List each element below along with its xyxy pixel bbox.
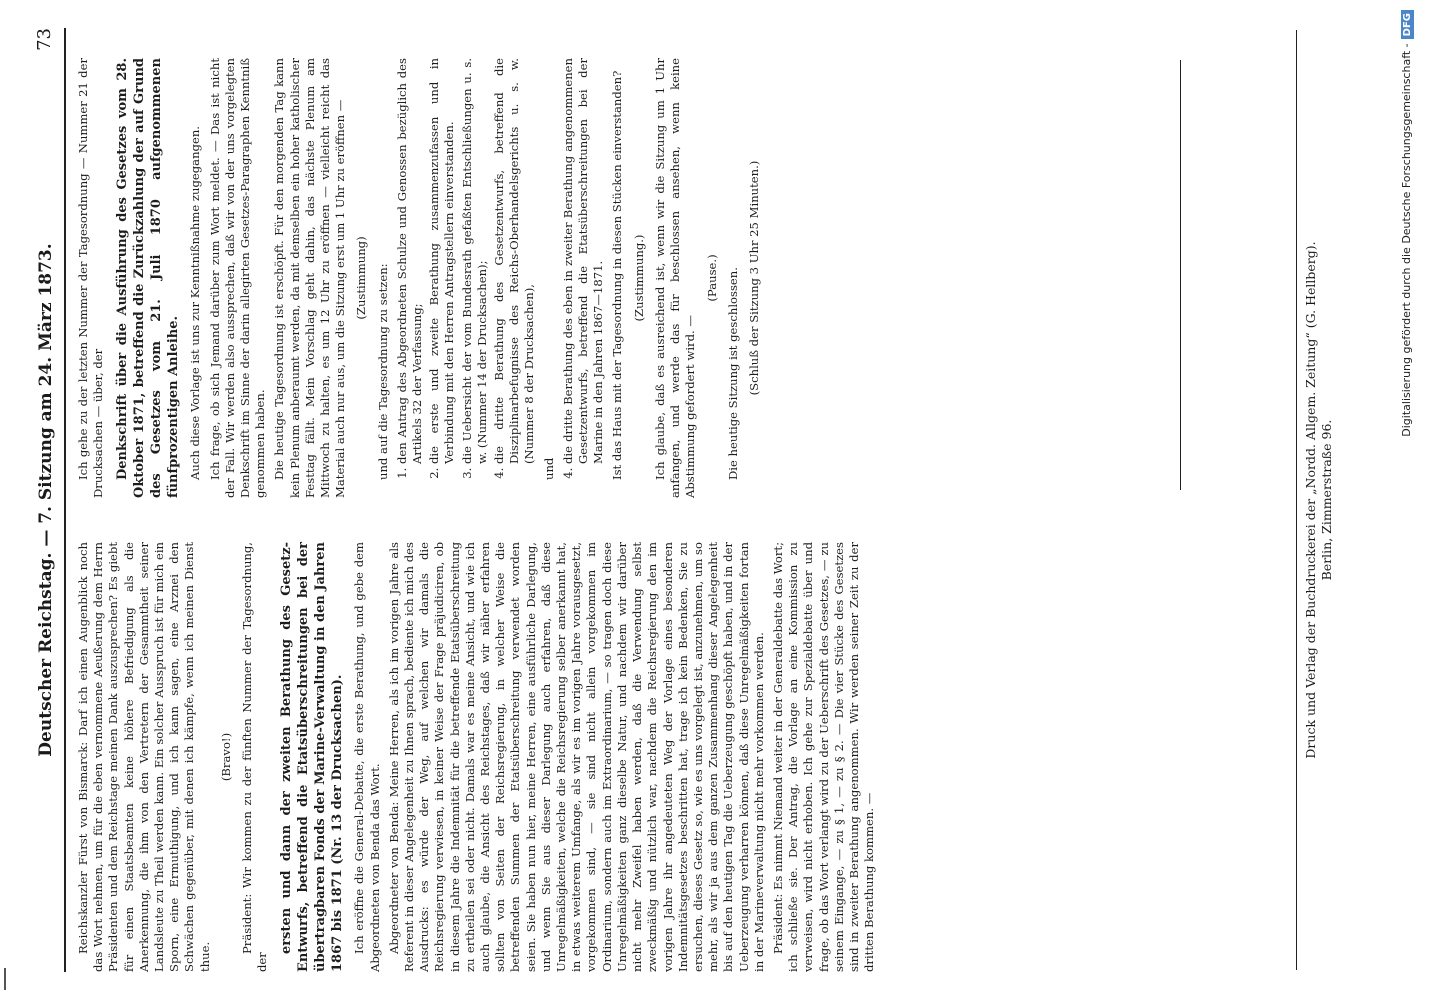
imprint-line: Berlin, Zimmerstraße 96.	[1319, 419, 1334, 581]
list-item: 3. die Uebersicht der vom Bundesrath gefaßten Entschließungen u. s. w. (Nummer 14 der Drucksachen);	[460, 58, 490, 464]
page-header	[32, 28, 66, 972]
agenda-item-heading: Denkschrift über die Ausführung des Gesetzes vom 28. Oktober 1871, betreffend die Zurückzahlung der auf Grund des Gesetzes vom 21. Juli 1870 aufgenommenen fünfprozentigen Anleihe.	[115, 58, 182, 498]
agenda-list-continued	[561, 58, 607, 498]
agenda-item-heading: ersten und dann der zweiten Berathung des Gesetz-Entwurfs, betreffend die Etatsüberschreitungen bei der übertragbaren Fonds der Marine-Verwaltung in den Jahren 1867 bis 1871 (Nr. 13 der Drucksachen).	[279, 542, 346, 972]
paragraph: Präsident: Wir kommen zu der fünften Nummer der Tagesordnung, der	[240, 542, 270, 972]
paragraph: Reichskanzler Fürst von Bismarck: Darf ich einen Augenblick noch das Wort nehmen, um für die eben vernommene Aeußerung dem Herrn Präsidenten und dem Reichstage meinen Dank auszusprechen? Es giebt für einen Staatsbeamten keine höhere Befriedigung als die Anerkennung, die ihm von den Vertretern der Gesammtheit seiner Landsleute zu Theil werden kann. Ein solcher Ausspruch ist für mich ein Sporn, eine Ermuthigung, und ich kann sagen, eine Arznei den Schwächen gegenüber, mit denen ich kämpfe, wenn ich meinen Dienst thue.	[76, 542, 212, 972]
page-number: 73	[34, 28, 55, 51]
paragraph: Ich frage, ob sich Jemand darüber zum Wort meldet. — Das ist nicht der Fall. Wir werden also aussprechen, daß wir von der uns vorgelegten Denkschrift im Sinne der darin allegirten Gesetzes-Paragraphen Kenntniß genommen haben.	[207, 58, 268, 498]
imprint	[1296, 30, 1335, 970]
divider	[1180, 60, 1181, 490]
paragraph: und auf die Tagesordnung zu setzen:	[375, 263, 390, 480]
left-column	[76, 542, 881, 972]
list-item: 4. die dritte Berathung des eben in zweiter Berathung angenommenen Gesetzentwurfs, betreffend die Etatsüberschreitungen bei der Marine in den Jahren 1867—1871.	[561, 58, 607, 464]
paragraph: Ich glaube, daß es ausreichend ist, wenn wir die Sitzung um 1 Uhr anfangen, und werde das für beschlossen ansehen, wenn keine Abstimmung gefordert wird. —	[652, 58, 698, 498]
right-column	[76, 58, 768, 498]
interjection: (Zustimmung)	[354, 236, 369, 320]
running-title: Deutscher Reichstag. — 7. Sitzung am 24. März 1873.	[36, 243, 56, 757]
interjection: (Zustimmung.)	[631, 234, 646, 322]
imprint-line: Druck und Verlag der Buchdruckerei der „Nordd. Allgem. Zeitung“ (G. Hellberg).	[1303, 241, 1318, 759]
interjection: (Pause.)	[704, 254, 719, 302]
list-item: 1. den Antrag des Abgeordneten Schulze und Genossen bezüglich des Artikels 32 der Verfassung;	[395, 58, 425, 464]
scan-margin-mark	[4, 968, 6, 990]
paragraph: Die heutige Tagesordnung ist erschöpft. Für den morgenden Tag kann kein Plenum anberaumt werden, da mit demselben ein hoher katholischer Festtag fällt. Mein Vorschlag geht dahin, das nächste Plenum am Mittwoch zu halten, es um 12 Uhr zu eröffnen — vielleicht reicht das Material auch nur aus, um die Sitzung erst um 1 Uhr zu eröffnen —	[272, 58, 348, 498]
list-item: 4. die dritte Berathung des Gesetzentwurfs, betreffend die Disziplinarbefugnisse des Reichs-Oberhandelsgerichts u. s. w. (Nummer 8 der Drucksachen),	[492, 58, 538, 464]
paragraph: Die heutige Sitzung ist geschlossen.	[725, 267, 740, 480]
paragraph: Abgeordneter von Benda: Meine Herren, als ich im vorigen Jahre als Referent in dieser Angelegenheit zu Ihnen sprach, bediente ich mich des Ausdrucks: es würde der Weg, auf welchen wir damals die Reichsregierung verwiesen, in keiner Weise der Frage präjudiciren, ob in diesem Jahre die Indemnität für die betreffende Etatsüberschreitung zu ertheilen sei oder nicht. Damals war es meine Ansicht, und wie ich auch glaube, die Ansicht des Reichstages, daß wir näher erfahren sollten von Seiten der Reichsregierung, in welcher Weise die betreffenden Summen der Etatsüberschreitung verwendet worden seien. Sie haben nun hier, meine Herren, eine ausführliche Darlegung, und wenn Sie aus dieser Darlegung auch erfahren, daß diese Unregelmäßigkeiten, welche die Reichsregierung selber anerkannt hat, in etwas weiterem Umfange, als wir es im vorigen Jahre vorausgesetzt, vorgekommen sind, — sie sind nicht allein vorgekommen im Ordinarium, sondern auch im Extraordinarium, — so tragen doch diese Unregelmäßigkeiten ganz dieselbe Natur, und nachdem wir darüber nicht mehr Zweifel haben werden, daß die Verwendung selbst zweckmäßig und nützlich war, nachdem die Reichsregierung den im vorigen Jahre ihr angedeuteten Weg der Vorlage eines besonderen Indemnitätsgesetzes beschritten hat, trage ich kein Bedenken, Sie zu ersuchen, dieses Gesetz so, wie es uns vorgelegt ist, anzunehmen, um so mehr, als wir ja aus dem ganzen Zusammenhang dieser Angelegenheit bis auf den heutigen Tag die Ueberzeugung geschöpft haben, und in der Ueberzeugung verharren können, daß diese Unregelmäßigkeiten fortan in der Marineverwaltung nicht mehr vorkommen werden.	[386, 542, 766, 972]
agenda-list	[395, 58, 538, 498]
session-closing-note: (Schluß der Sitzung 3 Uhr 25 Minuten.)	[746, 160, 761, 396]
digitization-text: Digitalisierung gefördert durch die Deutsche Forschungsgemeinschaft -	[1400, 43, 1413, 437]
paragraph: Auch diese Vorlage ist uns zur Kenntnißnahme zugegangen.	[188, 126, 203, 480]
paragraph: Ich gehe zu der letzten Nummer der Tagesordnung — Nummer 21 der Drucksachen — über, der	[76, 58, 106, 498]
interjection: (Bravo!)	[218, 732, 233, 782]
list-item: 2. die erste und zweite Berathung zusammenzufassen und in Verbindung mit den Herren Antragstellern einverstanden.	[427, 58, 457, 464]
dfg-logo: DFG	[1401, 10, 1414, 39]
paragraph: Ist das Haus mit der Tagesordnung in diesen Stücken einverstanden?	[610, 70, 625, 480]
paragraph: Präsident: Es nimmt Niemand weiter in der Generaldebatte das Wort; ich schließe sie. Der Antrag, die Vorlage an eine Kommission zu verweisen, wird nicht erhoben. Ich gehe zur Spezialdebatte über und frage, ob das Wort verlangt wird zu der Ueberschrift des Gesetzes, — zu seinem Eingange, — zu § 1, — zu § 2. — Die vier Stücke des Gesetzes sind in zweiter Berathung angenommen. Wir werden seiner Zeit zu der dritten Berathung kommen. —	[770, 542, 877, 972]
conjunction: und	[541, 457, 556, 480]
digitization-note	[1400, 0, 1424, 1000]
paragraph: Ich eröffne die General-Debatte, die erste Berathung, und gebe dem Abgeordneten von Benda das Wort.	[352, 542, 382, 972]
